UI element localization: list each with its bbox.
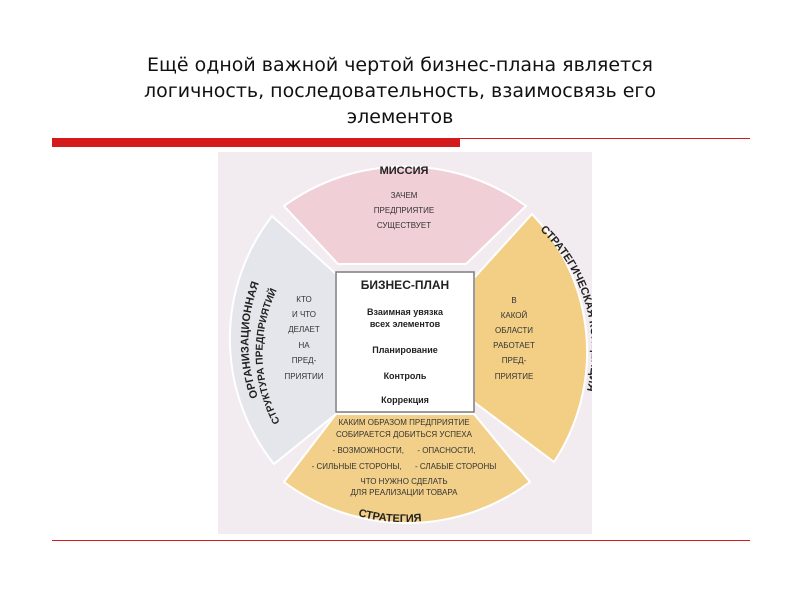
title-underline-thin xyxy=(460,138,750,139)
strategy-line-1: КАКИМ ОБРАЗОМ ПРЕДПРИЯТИЕ xyxy=(338,418,470,427)
title-line-1: Ещё одной важной чертой бизнес-плана является xyxy=(146,54,653,76)
org-structure-line-5: ПРЕД- xyxy=(291,356,317,365)
strategic-concept-line-2: КАКОЙ xyxy=(500,311,528,320)
mission-line-3: СУЩЕСТВУЕТ xyxy=(376,221,432,230)
strategic-concept-line-5: ПРЕД- xyxy=(501,356,527,365)
center-item1-line1: Взаимная увязка xyxy=(367,307,443,317)
org-structure-line-4: НА xyxy=(298,341,310,350)
strategic-concept-line-3: ОБЛАСТИ xyxy=(494,326,534,335)
org-structure-title-2: СТРУКТУРА ПРЕДПРИЯТИЙ xyxy=(254,286,283,426)
strategic-concept-line-6: ПРИЯТИЕ xyxy=(494,372,534,381)
center-title: БИЗНЕС-ПЛАН xyxy=(360,278,450,292)
org-structure-line-6: ПРИЯТИИ xyxy=(284,372,324,381)
title-underline-red xyxy=(52,138,460,147)
title-line-3: элементов xyxy=(346,106,454,128)
strategic-concept-line-4: РАБОТАЕТ xyxy=(493,341,535,350)
strategy-title: СТРАТЕГИЯ xyxy=(357,507,423,526)
strategy-line-6: ДЛЯ РЕАЛИЗАЦИИ ТОВАРА xyxy=(350,488,458,497)
center-item2: Планирование xyxy=(372,345,438,355)
slide-title xyxy=(60,52,740,130)
title-line-2: логичность, последовательность, взаимосвязь его xyxy=(144,80,656,102)
footer-rule xyxy=(52,540,750,541)
business-plan-center-box xyxy=(336,272,474,412)
org-structure-line-1: КТО xyxy=(296,295,312,304)
center-item3: Контроль xyxy=(383,371,427,381)
strategy-line-5: ЧТО НУЖНО СДЕЛАТЬ xyxy=(360,477,448,486)
org-structure-title-1: ОРГАНИЗАЦИОННАЯ xyxy=(239,279,262,400)
strategy-line-3: - ВОЗМОЖНОСТИ, - ОПАСНОСТИ, xyxy=(332,446,476,455)
diagram-svg xyxy=(218,152,592,534)
mission-title: МИССИЯ xyxy=(379,165,429,177)
strategic-concept-line-1: В xyxy=(511,296,517,305)
center-item1-line2: всех элементов xyxy=(369,319,441,329)
strategy-line-4: - СИЛЬНЫЕ СТОРОНЫ, - СЛАБЫЕ СТОРОНЫ xyxy=(311,462,497,471)
org-structure-line-3: ДЕЛАЕТ xyxy=(288,325,320,334)
org-structure-line-2: И ЧТО xyxy=(291,310,317,319)
mission-line-2: ПРЕДПРИЯТИЕ xyxy=(373,206,435,215)
center-item4: Коррекция xyxy=(381,395,429,405)
mission-line-1: ЗАЧЕМ xyxy=(390,191,418,200)
business-plan-diagram xyxy=(218,152,592,534)
strategy-line-2: СОБИРАЕТСЯ ДОБИТЬСЯ УСПЕХА xyxy=(336,430,472,439)
strategic-concept-title: СТРАТЕГИЧЕС xyxy=(537,223,592,298)
